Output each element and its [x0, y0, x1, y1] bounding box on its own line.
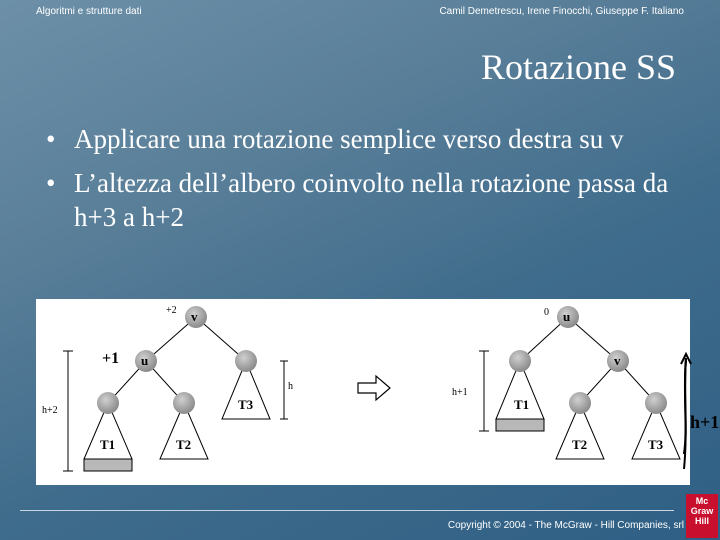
bullet-text: Applicare una rotazione semplice verso destra su v — [74, 124, 624, 154]
label-child: v — [614, 353, 621, 368]
header-authors: Camil Demetrescu, Irene Finocchi, Giuseppe F. Italiano — [439, 6, 684, 17]
label-t1: T1 — [100, 437, 116, 452]
logo-line: Mc — [695, 496, 709, 506]
label-child: u — [141, 353, 149, 368]
footer-copyright: Copyright © 2004 - The McGraw - Hill Companies, srl — [447, 520, 684, 531]
bullet-item — [46, 166, 686, 234]
label-height-t1: h+1 — [452, 387, 468, 398]
bullet-text: L’altezza dell’albero coinvolto nella rotazione passa da h+3 a h+2 — [74, 168, 669, 232]
label-t3: T3 — [238, 397, 254, 412]
left-tree — [42, 305, 293, 471]
node-t2-root — [569, 392, 591, 414]
label-height-total: h+2 — [42, 405, 58, 416]
subtree-t1-extra-level — [496, 419, 544, 431]
label-handwritten-height: h+1 — [690, 412, 720, 432]
label-handwritten-balance: +1 — [102, 350, 120, 367]
bullet-marker: • — [46, 124, 56, 154]
label-root: v — [191, 309, 198, 324]
label-t2: T2 — [176, 437, 192, 452]
logo-line: Hill — [694, 516, 709, 526]
node-t3-root — [645, 392, 667, 414]
node-t3-root — [235, 350, 257, 372]
rotation-diagram — [36, 299, 690, 485]
label-t2: T2 — [572, 437, 588, 452]
bullet-marker: • — [46, 168, 56, 198]
slide-title: Rotazione SS — [481, 47, 676, 87]
publisher-logo — [686, 494, 718, 538]
node-t1-root — [509, 350, 531, 372]
transform-arrow-icon — [358, 376, 390, 400]
right-tree — [452, 306, 680, 459]
footer-divider — [20, 510, 674, 511]
bullet-list — [46, 122, 686, 244]
label-root-balance: +2 — [166, 305, 177, 316]
node-t2-root — [173, 392, 195, 414]
label-root-balance: 0 — [544, 307, 549, 318]
label-root: u — [563, 309, 571, 324]
node-t1-root — [97, 392, 119, 414]
header-course-title: Algoritmi e strutture dati — [36, 6, 142, 17]
logo-line: Graw — [690, 506, 714, 516]
label-height-t3: h — [288, 381, 293, 392]
label-t3: T3 — [648, 437, 664, 452]
handwritten-note — [676, 350, 720, 460]
label-t1: T1 — [514, 397, 530, 412]
bullet-item — [46, 122, 686, 156]
subtree-t1-extra-level — [84, 459, 132, 471]
